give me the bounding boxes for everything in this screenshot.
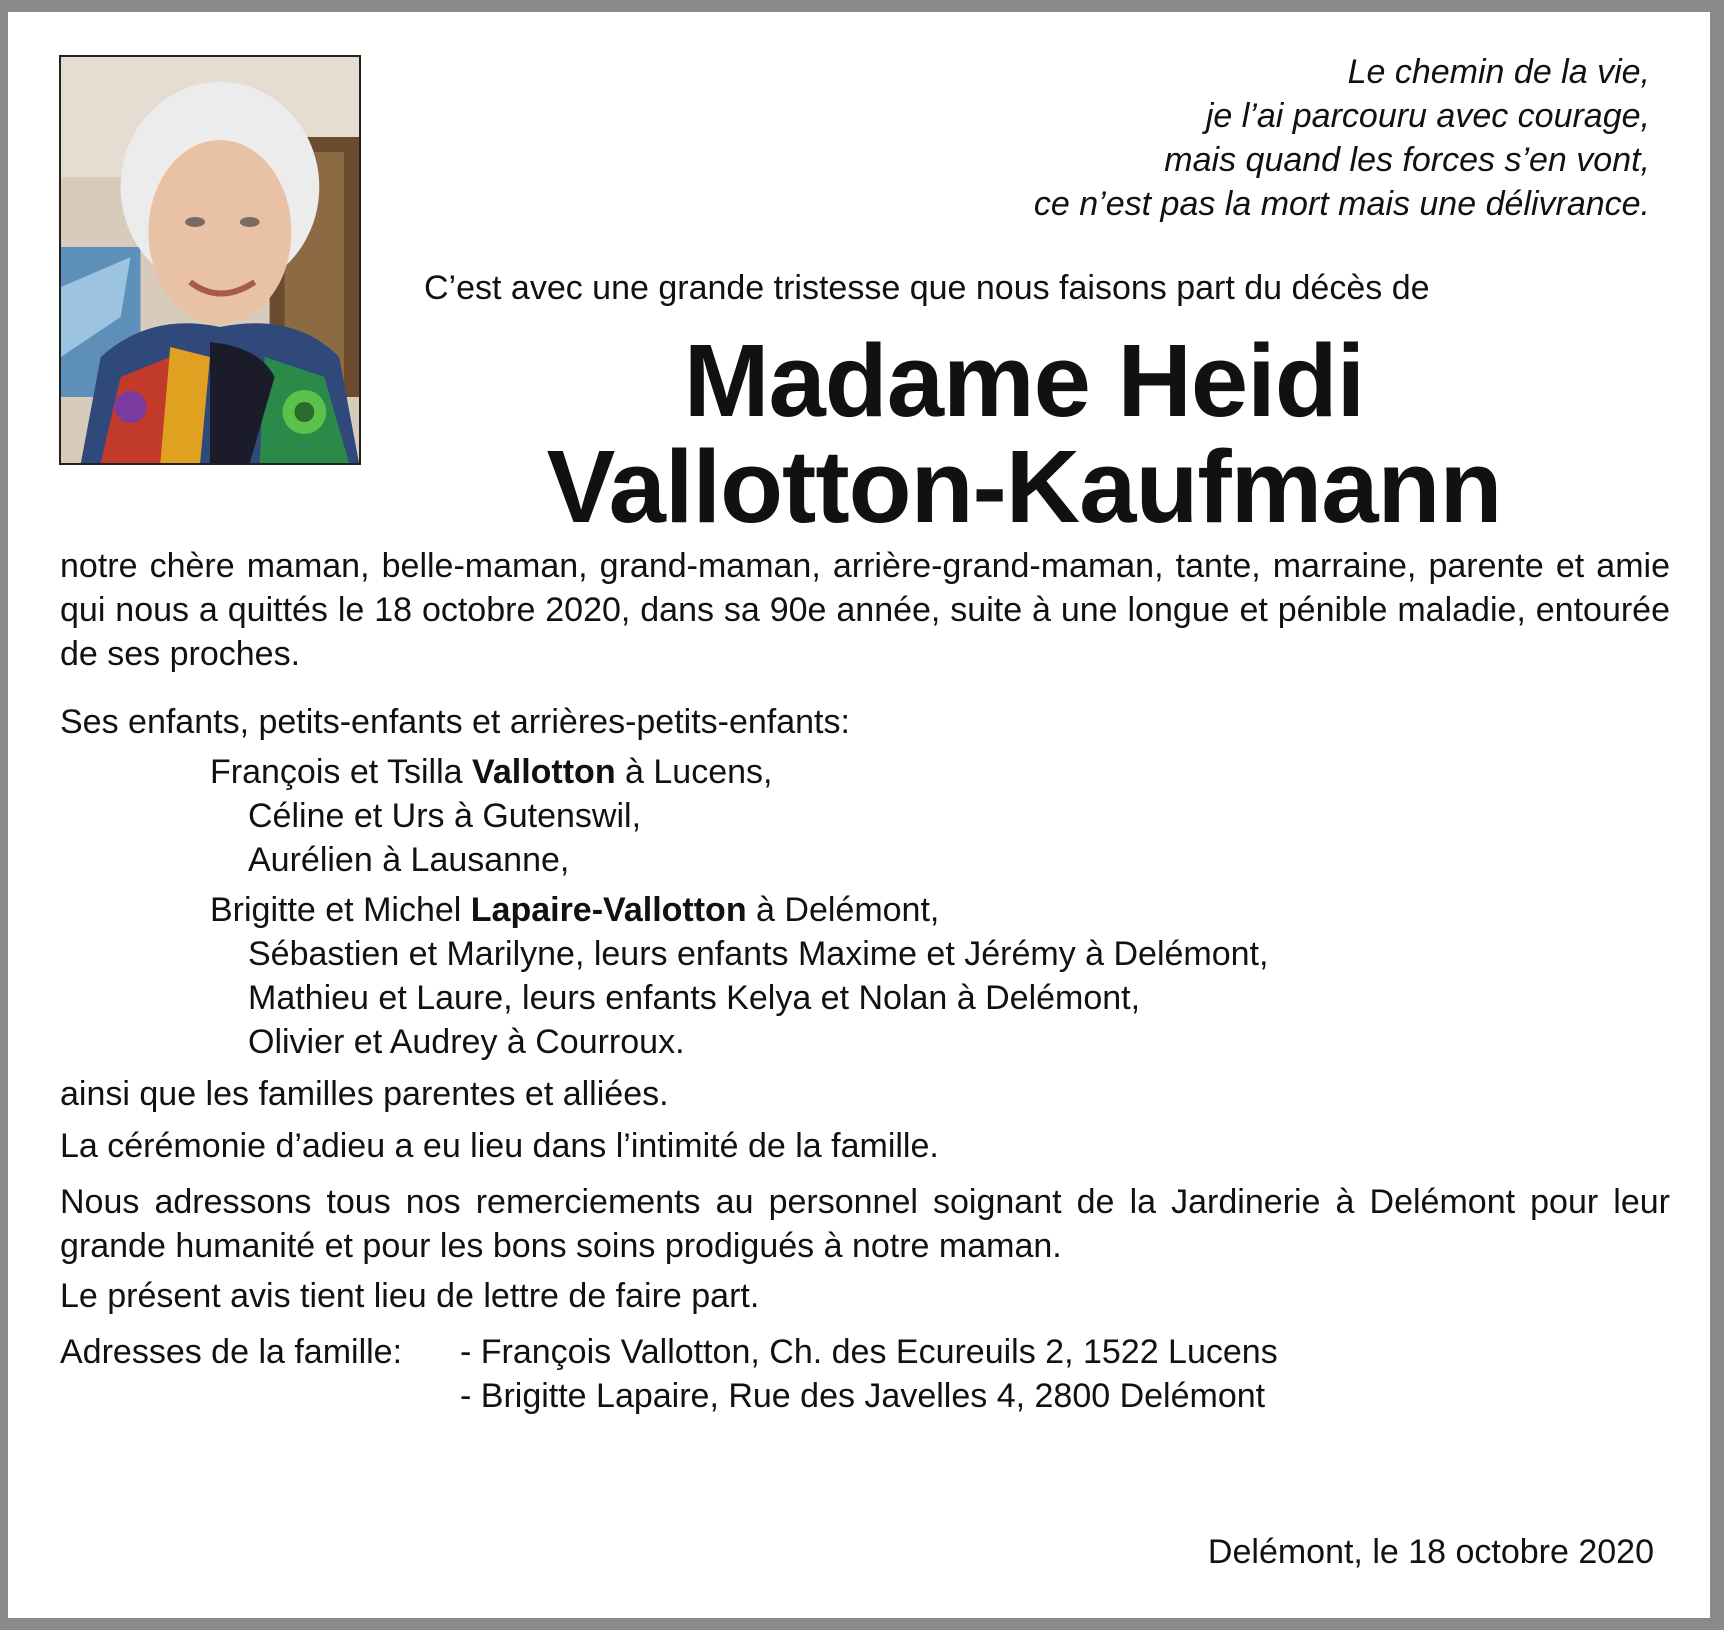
address-row (60, 1374, 1670, 1418)
description-paragraph: notre chère maman, belle-maman, grand-maman, arrière-grand-maman, tante, marraine, parente et amie qui nous a quittés le 18 octobre 2020, dans sa 90e année, suite à une longue et pénible maladie, entourée de ses proches. (60, 547, 1670, 673)
poem-line: mais quand les forces s’en vont, (1164, 141, 1650, 179)
family-member: Mathieu et Laure, leurs enfants Kelya et Nolan à Delémont, (248, 979, 1141, 1017)
family-group-1-pre: François et Tsilla (210, 753, 473, 791)
family-addresses (60, 1330, 1670, 1418)
family-heading: Ses enfants, petits-enfants et arrières-petits-enfants: (60, 703, 850, 741)
family-group-2-pre: Brigitte et Michel (210, 891, 471, 929)
address-line: - François Vallotton, Ch. des Ecureuils 2, 1522 Lucens (460, 1333, 1278, 1371)
intro-text: C’est avec une grande tristesse que nous faisons part du décès de (424, 269, 1430, 307)
deceased-name (408, 323, 1640, 544)
name-line-2: Vallotton-Kaufmann (546, 429, 1502, 544)
family-section (60, 700, 1670, 1116)
portrait-image (61, 57, 359, 463)
family-group-1-head (60, 750, 1670, 794)
poem-line: ce n’est pas la mort mais une délivrance. (1033, 185, 1650, 223)
notice-text: Le présent avis tient lieu de lettre de faire part. (60, 1277, 760, 1315)
family-group-2-head (60, 888, 1670, 932)
family-group-1-post: à Lucens, (615, 753, 773, 791)
thanks-paragraph: Nous adressons tous nos remerciements au personnel soignant de la Jardinerie à Delémont pour leur grande humanité et pour les bons soins prodigués à notre maman. (60, 1183, 1670, 1265)
signoff-date: Delémont, le 18 octobre 2020 (1207, 1533, 1654, 1571)
epitaph-poem (1034, 50, 1650, 226)
address-row (60, 1330, 1670, 1374)
family-member: Aurélien à Lausanne, (248, 841, 570, 879)
address-line: - Brigitte Lapaire, Rue des Javelles 4, 2800 Delémont (460, 1377, 1266, 1415)
addresses-label-spacer (60, 1374, 460, 1418)
family-group-1-surname: Vallotton (472, 753, 616, 791)
poem-line: Le chemin de la vie, (1347, 53, 1650, 91)
portrait-photo (59, 55, 361, 465)
family-member: Céline et Urs à Gutenswil, (248, 797, 642, 835)
family-member: Olivier et Audrey à Courroux. (248, 1023, 685, 1061)
family-closing: ainsi que les familles parentes et alliées. (60, 1075, 669, 1113)
family-member: Sébastien et Marilyne, leurs enfants Maxime et Jérémy à Delémont, (248, 935, 1269, 973)
obituary-notice (8, 12, 1710, 1618)
ceremony-text: La cérémonie d’adieu a eu lieu dans l’intimité de la famille. (60, 1127, 939, 1165)
name-line-1: Madame Heidi (683, 323, 1365, 438)
addresses-label: Adresses de la famille: (60, 1333, 403, 1371)
poem-line: je l’ai parcouru avec courage, (1205, 97, 1650, 135)
family-group-2-surname: Lapaire-Vallotton (470, 891, 747, 929)
family-group-2-post: à Delémont, (746, 891, 940, 929)
